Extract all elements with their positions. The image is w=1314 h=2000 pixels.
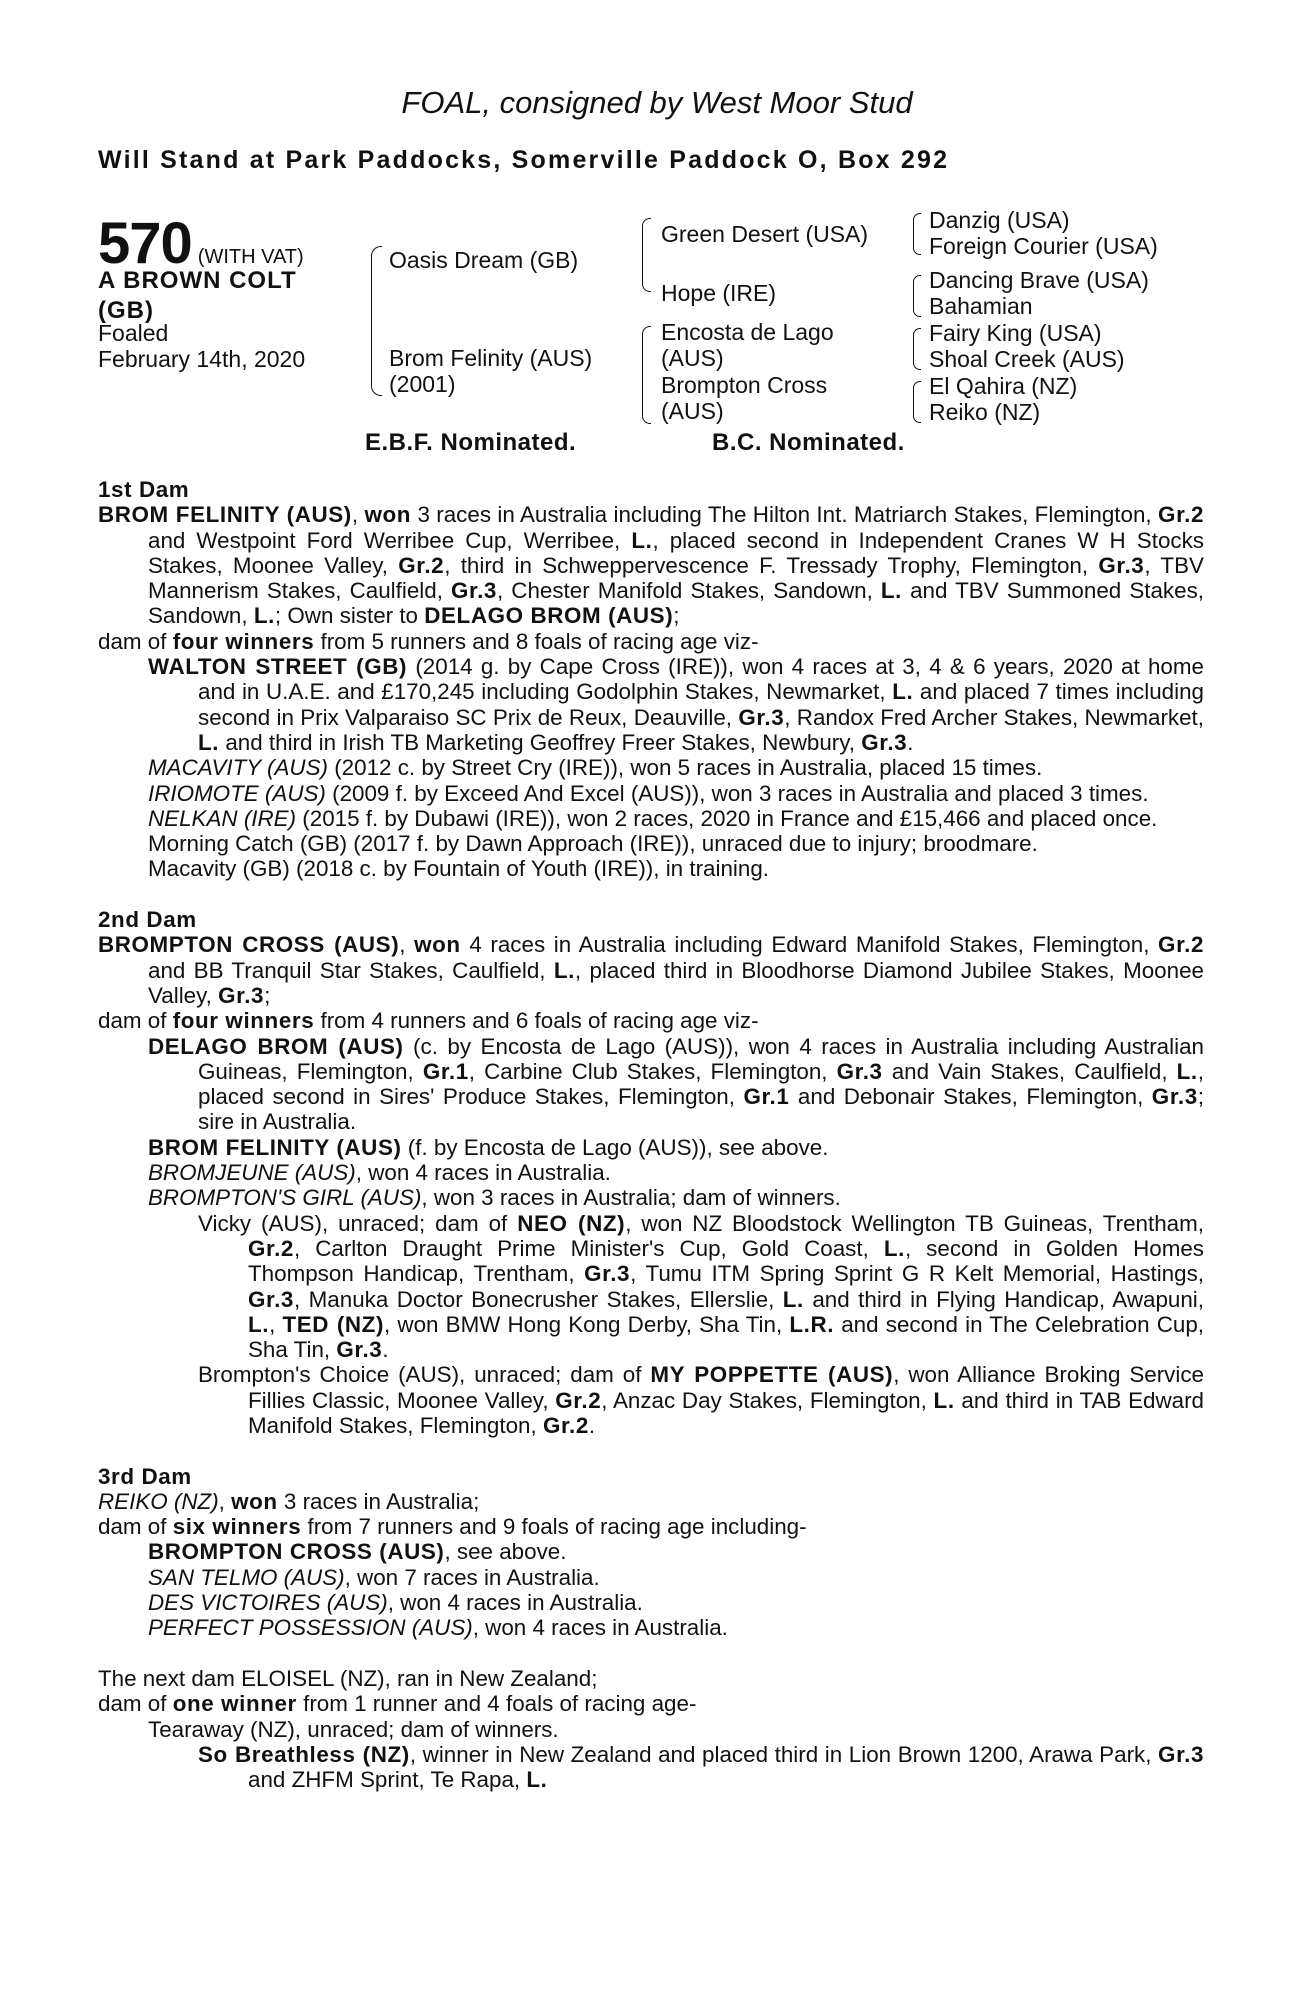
produce-iriomote (98, 781, 1204, 806)
lot-number: 570 (98, 211, 192, 276)
granddaughter-bromptons-choice (98, 1362, 1204, 1438)
text-run: 4 races in Australia including Edward Manifold Stakes, Flemington, (460, 932, 1159, 958)
sire-sire: Green Desert (USA) (661, 221, 869, 247)
text-run: L. (880, 578, 902, 604)
text-run: L. (526, 1767, 548, 1793)
text-run: , won 7 races in Australia. (344, 1564, 600, 1590)
produce-tearaway (98, 1717, 1204, 1742)
pedigree-brace-g3 (913, 328, 921, 370)
text-run: Gr.3 (451, 578, 497, 604)
dam-dam-sire: El Qahira (NZ) (929, 373, 1078, 399)
text-run: and TBV Summoned Stakes, Sandown, (148, 578, 1204, 629)
text-run: Gr.3 (218, 982, 265, 1008)
text-run: DELAGO BROM (AUS) (148, 1033, 404, 1059)
dam-foaled-year: (2001) (389, 371, 456, 397)
text-run: PERFECT POSSESSION (AUS) (148, 1615, 473, 1641)
first-dam-heading: 1st Dam (98, 477, 190, 502)
produce-macavity-aus (98, 755, 1204, 780)
dam-sire (661, 319, 834, 371)
text-run: Gr.3 (1098, 552, 1145, 578)
text-run: Morning Catch (GB) (2017 f. by Dawn Approach (IRE)), unraced due to injury; broodmare. (148, 831, 1038, 857)
text-run: BROMPTON CROSS (AUS) (98, 932, 400, 958)
text-run: MACAVITY (AUS) (148, 755, 328, 781)
produce-san-telmo (98, 1565, 1204, 1590)
second-dam-record (98, 932, 1204, 1008)
text-run: , placed second in Sires' Produce Stakes, Flemington, (198, 1058, 1204, 1110)
text-run: (2012 c. by Street Cry (IRE)), won 5 races in Australia, placed 15 times. (328, 755, 1043, 781)
text-run: Gr.3 (248, 1286, 294, 1312)
text-run: four winners (172, 1008, 315, 1034)
produce-brompton-cross (98, 1539, 1204, 1564)
text-run: L. (892, 679, 914, 705)
pedigree-brace-main (371, 246, 382, 396)
text-run: , Randox Fred Archer Stakes, Newmarket, (784, 704, 1204, 730)
text-run: from 4 runners and 6 foals of racing age viz- (314, 1008, 759, 1034)
text-run: , Carbine Club Stakes, Flemington, (468, 1058, 837, 1084)
dam-dam-country: (AUS) (661, 398, 724, 424)
text-run: BROMPTON'S GIRL (AUS) (148, 1185, 422, 1211)
text-run: Tearaway (NZ), unraced; dam of winners. (148, 1716, 559, 1742)
text-run: Vicky (AUS), unraced; dam of (198, 1210, 518, 1236)
pedigree-brace-g1 (913, 213, 921, 255)
text-run: L.R. (789, 1311, 835, 1337)
text-run: Gr.3 (861, 729, 908, 755)
text-run: BROMJEUNE (AUS) (148, 1160, 356, 1186)
text-run: and placed 7 times including second in Prix Valparaiso SC Prix de Reux, Deauville, (198, 679, 1204, 730)
text-run: , won 4 races in Australia. (355, 1160, 611, 1186)
granddaughter-vicky (98, 1211, 1204, 1363)
text-run: ; (264, 982, 271, 1008)
text-run: , (218, 1488, 232, 1514)
pedigree-brace-dam (642, 326, 651, 424)
text-run: , won Alliance Broking Service Fillies Classic, Moonee Valley, (248, 1362, 1205, 1413)
text-run: , Chester Manifold Stakes, Sandown, (496, 578, 881, 604)
text-run: from 7 runners and 9 foals of racing age including- (301, 1514, 807, 1540)
produce-delago-brom (98, 1034, 1204, 1135)
sire-dam-sire: Dancing Brave (USA) (929, 267, 1149, 293)
dam-dam-line: Brompton Cross (661, 372, 828, 398)
sire-dam: Hope (IRE) (661, 280, 777, 306)
text-run: Macavity (GB) (2018 c. by Fountain of Youth (IRE)), in training. (148, 856, 770, 882)
produce-bromjeune (98, 1160, 1204, 1185)
produce-des-victoires (98, 1590, 1204, 1615)
text-run: , (351, 502, 365, 528)
text-run: Gr.2 (1158, 502, 1205, 528)
text-run: dam of (98, 1691, 173, 1717)
text-run: NELKAN (IRE) (148, 805, 297, 831)
text-run: DELAGO BROM (AUS) (424, 603, 674, 629)
produce-walton-street (98, 654, 1204, 755)
text-run: IRIOMOTE (AUS) (148, 780, 326, 806)
text-run: WALTON STREET (GB) (148, 654, 408, 680)
text-run: , won 4 races in Australia. (472, 1615, 728, 1641)
text-run: and BB Tranquil Star Stakes, Caulfield, (148, 957, 554, 983)
text-run: L. (253, 603, 275, 629)
text-run: , placed second in Independent Cranes W H Stocks Stakes, Moonee Valley, (148, 527, 1204, 578)
text-run: BROM FELINITY (AUS) (148, 1134, 402, 1160)
text-run: Gr.3 (1151, 1084, 1198, 1110)
text-run: . (382, 1337, 389, 1363)
text-run: dam of (98, 1008, 173, 1034)
text-run: Gr.3 (1158, 1741, 1205, 1767)
text-run: Gr.2 (248, 1235, 294, 1261)
text-run: (2014 g. by Cape Cross (IRE)), won 4 races at 3, 4 & 6 years, 2020 at home and in U.A.E. and £170,245 including Godolphin Stakes, Newmarket, (198, 654, 1204, 705)
text-run: , placed third in Bloodhorse Diamond Jubilee Stakes, Moonee Valley, (148, 957, 1204, 1008)
text-run: , won 3 races in Australia; dam of winners. (421, 1185, 841, 1211)
text-run: , Tumu ITM Spring Sprint G R Kelt Memorial, Hastings, (630, 1261, 1204, 1287)
foaled-date: February 14th, 2020 (98, 346, 306, 372)
dam-sire-country: (AUS) (661, 345, 724, 371)
text-run: BROM FELINITY (AUS) (98, 502, 352, 528)
text-run: and third in Irish TB Marketing Geoffrey Freer Stakes, Newbury, (219, 729, 862, 755)
second-dam-produce-summary (98, 1008, 1204, 1033)
text-run: won (231, 1488, 278, 1514)
dam-name-line: Brom Felinity (AUS) (389, 345, 593, 371)
text-run: L. (248, 1311, 270, 1337)
dam-dam (661, 372, 827, 424)
text-run: (f. by Encosta de Lago (AUS)), see above. (401, 1134, 829, 1160)
text-run: REIKO (NZ) (98, 1488, 219, 1514)
text-run: NEO (NZ) (517, 1210, 626, 1236)
lot-description (98, 266, 297, 326)
text-run: , see above. (444, 1539, 567, 1565)
colt-description: A BROWN COLT (98, 267, 297, 294)
pedigree-brace-g2 (913, 275, 921, 317)
text-run: L. (933, 1387, 955, 1413)
text-run: Gr.2 (398, 552, 445, 578)
pedigree-brace-sire (642, 218, 651, 292)
text-run: and second in The Celebration Cup, Sha Tin, (248, 1311, 1205, 1363)
text-run: TED (NZ) (282, 1311, 385, 1337)
text-run: (c. by Encosta de Lago (AUS)), won 4 races in Australia including Australian Guineas, Flemington, (198, 1033, 1204, 1084)
text-run: and third in Flying Handicap, Awapuni, (803, 1286, 1204, 1312)
text-run: , (399, 932, 415, 958)
first-dam-produce-summary (98, 629, 1204, 654)
text-run: dam of (98, 1514, 173, 1540)
colt-origin: (GB) (98, 297, 154, 324)
text-run: L. (198, 729, 220, 755)
text-run: 3 races in Australia; (277, 1488, 480, 1514)
foaled-info (98, 320, 305, 372)
descendant-so-breathless (98, 1742, 1204, 1793)
catalogue-body (98, 477, 1204, 1792)
produce-macavity-gb (98, 856, 1204, 881)
produce-bromptons-girl (98, 1185, 1204, 1210)
text-run: Gr.2 (555, 1387, 602, 1413)
text-run: Gr.3 (336, 1337, 383, 1363)
text-run: , Manuka Doctor Bonecrusher Stakes, Ellerslie, (293, 1286, 783, 1312)
section-gap (98, 1438, 1204, 1463)
produce-nelkan (98, 806, 1204, 831)
first-dam-record (98, 502, 1204, 628)
stand-location: Will Stand at Park Paddocks, Somerville Paddock O, Box 292 (98, 146, 950, 174)
text-run: Gr.2 (1158, 932, 1205, 958)
text-run: L. (631, 527, 653, 553)
dam-sire-dam: Shoal Creek (AUS) (929, 346, 1125, 372)
produce-brom-felinity (98, 1135, 1204, 1160)
sire-sire-dam: Foreign Courier (USA) (929, 233, 1158, 259)
sire-name: Oasis Dream (GB) (389, 247, 579, 273)
text-run: , Carlton Draught Prime Minister's Cup, Gold Coast, (293, 1235, 884, 1261)
text-run: ; sire in Australia. (198, 1084, 1204, 1135)
section-gap (98, 1641, 1204, 1666)
page-title: FOAL, consigned by West Moor Stud (401, 85, 913, 120)
text-run: from 5 runners and 8 foals of racing age viz- (314, 628, 759, 654)
text-run: , won NZ Bloodstock Wellington TB Guineas, Trentham, (625, 1210, 1204, 1236)
text-run: and third in TAB Edward Manifold Stakes, Flemington, (248, 1387, 1204, 1438)
sire-sire-sire: Danzig (USA) (929, 207, 1070, 233)
text-run: L. (553, 957, 575, 983)
text-run: . (907, 729, 914, 755)
text-run: 3 races in Australia including The Hilton Int. Matriarch Stakes, Flemington, (411, 502, 1159, 528)
text-run: , winner in New Zealand and placed third in Lion Brown 1200, Arawa Park, (409, 1741, 1159, 1767)
text-run: and Westpoint Ford Werribee Cup, Werribee, (148, 527, 632, 553)
text-run: The next dam ELOISEL (NZ), ran in New Zealand; (98, 1665, 598, 1691)
text-run: , second in Golden Homes Thompson Handicap, Trentham, (248, 1235, 1204, 1287)
text-run: Gr.3 (584, 1261, 631, 1287)
text-run: SAN TELMO (AUS) (148, 1564, 345, 1590)
text-run: one winner (172, 1691, 297, 1717)
second-dam-heading: 2nd Dam (98, 907, 197, 933)
dam-sire-line: Encosta de Lago (661, 319, 834, 345)
text-run: , won BMW Hong Kong Derby, Sha Tin, (384, 1311, 790, 1337)
sire-dam-dam: Bahamian (929, 293, 1033, 319)
text-run: . (588, 1412, 596, 1438)
text-run: , TBV Mannerism Stakes, Caulfield, (148, 552, 1204, 604)
text-run: won (364, 502, 412, 528)
text-run: Brompton's Choice (AUS), unraced; dam of (198, 1362, 651, 1388)
text-run: dam of (98, 628, 173, 654)
text-run: (2015 f. by Dubawi (IRE)), won 2 races, 2020 in France and £15,466 and placed once. (296, 805, 1158, 831)
text-run: , third in Schweppervescence F. Tressady Trophy, Flemington, (444, 552, 1099, 578)
text-run: L. (782, 1286, 804, 1312)
text-run: won (414, 932, 461, 958)
dam-name (389, 345, 592, 397)
produce-morning-catch (98, 831, 1204, 856)
text-run: , (269, 1311, 283, 1337)
text-run: L. (883, 1235, 905, 1261)
bc-nomination: B.C. Nominated. (712, 429, 905, 456)
pedigree-brace-g4 (913, 381, 921, 423)
text-run: ; Own sister to (274, 603, 425, 629)
text-run: (2009 f. by Exceed And Excel (AUS)), won 3 races in Australia and placed 3 times. (325, 780, 1149, 806)
dam-sire-sire: Fairy King (USA) (929, 320, 1102, 346)
third-dam-heading: 3rd Dam (98, 1463, 192, 1489)
produce-perfect-possession (98, 1615, 1204, 1640)
third-dam-produce-summary (98, 1514, 1204, 1539)
text-run: six winners (172, 1514, 302, 1540)
text-run: , won 4 races in Australia. (387, 1590, 643, 1616)
text-run: L. (1176, 1058, 1198, 1084)
text-run: So Breathless (NZ) (198, 1741, 410, 1767)
text-run: Gr.1 (422, 1058, 469, 1084)
text-run: Gr.3 (738, 704, 785, 730)
vat-note: (WITH VAT) (197, 246, 304, 268)
text-run: BROMPTON CROSS (AUS) (148, 1539, 445, 1565)
text-run: ; (673, 603, 680, 629)
text-run: and Vain Stakes, Caulfield, (882, 1058, 1177, 1084)
ebf-nomination: E.B.F. Nominated. (365, 429, 577, 456)
dam-dam-dam: Reiko (NZ) (929, 399, 1041, 425)
section-gap (98, 882, 1204, 907)
next-dam-record (98, 1666, 1204, 1691)
text-run: Gr.2 (542, 1412, 589, 1438)
text-run: MY POPPETTE (AUS) (650, 1362, 894, 1388)
text-run: and ZHFM Sprint, Te Rapa, (248, 1767, 527, 1793)
text-run: Gr.3 (836, 1058, 883, 1084)
next-dam-produce-summary (98, 1691, 1204, 1716)
text-run: DES VICTOIRES (AUS) (148, 1590, 388, 1616)
text-run: four winners (172, 628, 315, 654)
text-run: Gr.1 (743, 1084, 790, 1110)
text-run: and Debonair Stakes, Flemington, (789, 1084, 1152, 1110)
text-run: from 1 runner and 4 foals of racing age- (296, 1691, 697, 1717)
third-dam-record (98, 1489, 1204, 1514)
text-run: , Anzac Day Stakes, Flemington, (601, 1387, 934, 1413)
foaled-label: Foaled (98, 320, 169, 346)
